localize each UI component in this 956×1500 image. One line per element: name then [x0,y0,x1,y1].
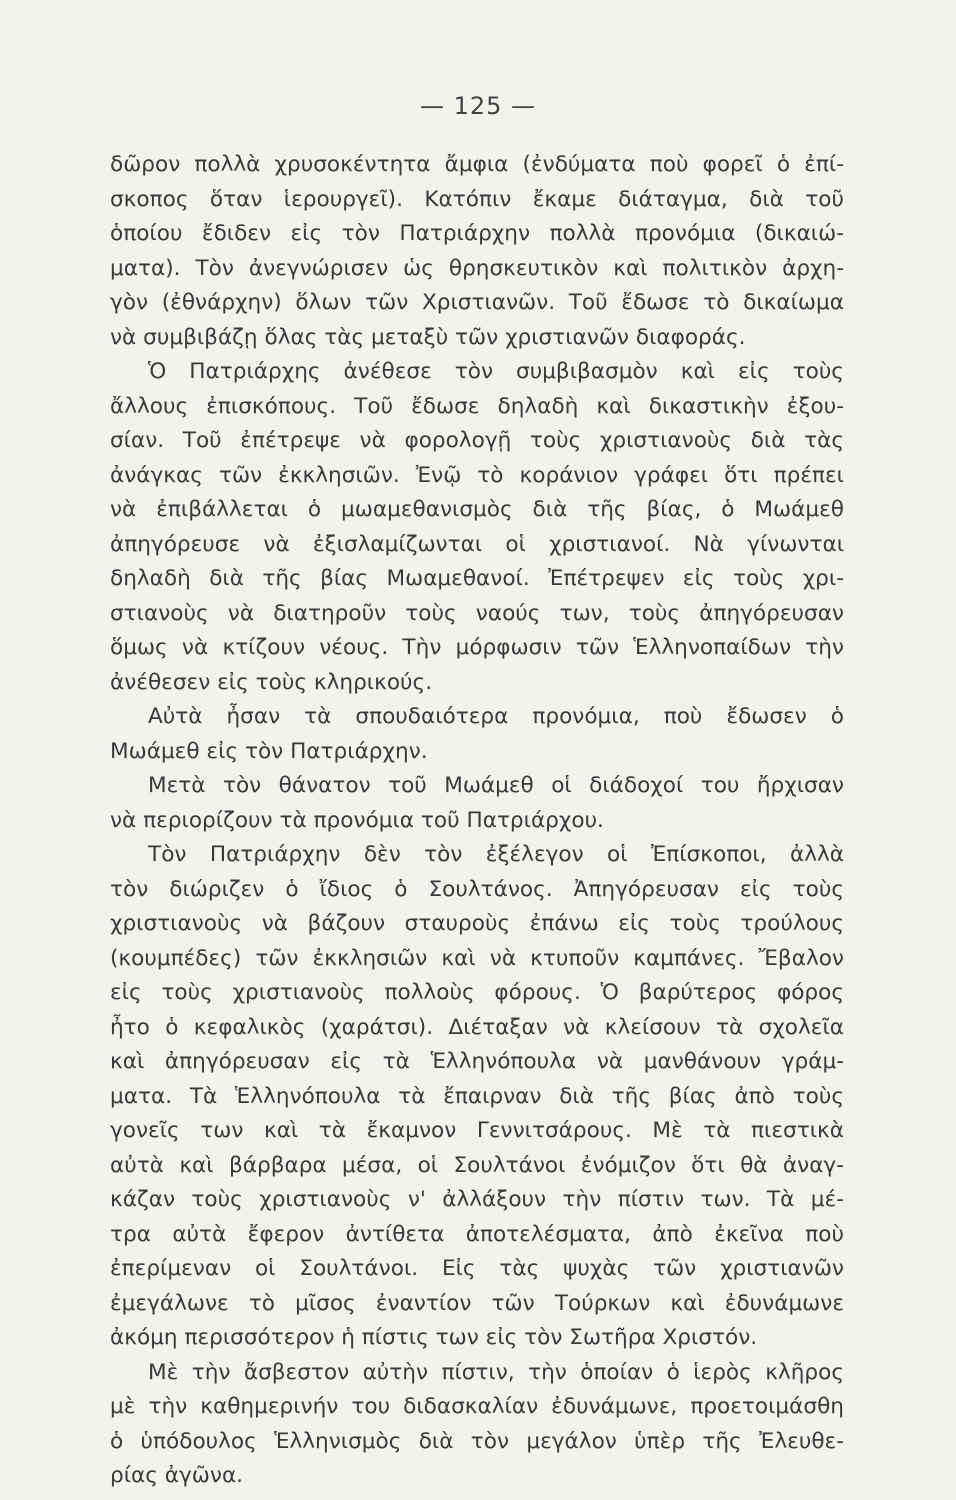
text-line: ἀνέθεσεν εἰς τοὺς κληρικούς. [110,669,433,695]
text-line: Μωάμεθ εἰς τὸν Πατριάρχην. [110,738,428,764]
text-line: δηλαδὴ διὰ τῆς βίας Μωαμεθανοί. Ἐπέτρεψεν εἰς τοὺς χρι- [110,566,844,591]
text-line: Μὲ τὴν ἄσβεστον αὐτὴν πίστιν, τὴν ὁποίαν ὁ ἱερὸς κλῆρος [148,1359,844,1385]
text-line: τρα αὐτὰ ἔφερον ἀντίθετα ἀποτελέσματα, ἀπὸ ἐκεῖνα ποὺ [110,1221,844,1247]
text-line: ὁ ὑπόδουλος Ἑλληνισμὸς διὰ τὸν μεγάλον ὑπὲρ τῆς Ἐλευθε- [110,1428,844,1454]
text-line: ρίας ἀγῶνα. [110,1463,244,1488]
text-line: στιανοὺς νὰ διατηροῦν τοὺς ναούς των, τοὺς ἀπηγόρευσαν [110,600,844,626]
page-number: — 125 — [419,92,537,120]
text-line: ἐπερίμεναν οἱ Σουλτάνοι. Εἰς τὰς ψυχὰς τῶν χριστιανῶν [110,1256,844,1281]
text-line: ὁποίου ἔδιδεν εἰς τὸν Πατριάρχην πολλὰ προνόμια (δικαιώ- [110,221,844,246]
text-line: (κουμπέδες) τῶν ἐκκλησιῶν καὶ νὰ κτυποῦν καμπάνες. Ἔβαλον [110,945,844,971]
text-line: ἀκόμη περισσότερον ἡ πίστις των εἰς τὸν Σωτῆρα Χριστόν. [110,1325,758,1350]
text-line: κάζαν τοὺς χριστιανοὺς ν' ἀλλάξουν τὴν πίστιν των. Τὰ μέ- [110,1187,844,1212]
text-line: χριστιανοὺς νὰ βάζουν σταυροὺς ἐπάνω εἰς τοὺς τρούλους [110,911,844,936]
text-line: γὸν (ἐθνάρχην) ὅλων τῶν Χριστιανῶν. Τοῦ ἔδωσε τὸ δικαίωμα [110,290,844,315]
text-line: νὰ συμβιβάζῃ ὅλας τὰς μεταξὺ τῶν χριστιανῶν διαφοράς. [110,324,746,350]
text-line: Ὁ Πατριάρχης ἀνέθεσε τὸν συμβιβασμὸν καὶ εἰς τοὺς [148,359,844,384]
text-line: νὰ περιορίζουν τὰ προνόμια τοῦ Πατριάρχου. [110,807,604,833]
text-line: ἄλλους ἐπισκόπους. Τοῦ ἔδωσε δηλαδὴ καὶ δικαστικὴν ἐξου- [110,393,844,419]
text-line: σκοπος ὅταν ἱερουργεῖ). Κατόπιν ἔκαμε διάταγμα, διὰ τοῦ [110,186,844,212]
text-line: ματα. Τὰ Ἑλληνόπουλα τὰ ἔπαιρναν διὰ τῆς βίας ἀπὸ τοὺς [110,1083,844,1109]
text-line: ματα). Τὸν ἀνεγνώρισεν ὡς θρησκευτικὸν καὶ πολιτικὸν ἀρχη- [110,255,844,281]
text-line: ἀπηγόρευσε νὰ ἐξισλαμίζωνται οἱ χριστιανοί. Νὰ γίνωνται [110,531,844,557]
text-line: μὲ τὴν καθημερινήν του διδασκαλίαν ἐδυνάμωνε, προετοιμάσθη [110,1394,844,1419]
text-line: ἀνάγκας τῶν ἐκκλησιῶν. Ἐνῷ τὸ κοράνιον γράφει ὅτι πρέπει [110,462,844,488]
text-line: Τὸν Πατριάρχην δὲν τὸν ἐξέλεγον οἱ Ἐπίσκοποι, ἀλλὰ [148,842,844,867]
text-line: ὅμως νὰ κτίζουν νέους. Τὴν μόρφωσιν τῶν Ἑλληνοπαίδων τὴν [110,635,844,660]
text-line: Αὐτὰ ἦσαν τὰ σπουδαιότερα προνόμια, ποὺ ἔδωσεν ὁ [148,704,844,729]
text-line: ἐμεγάλωνε τὸ μῖσος ἐναντίον τῶν Τούρκων καὶ ἐδυνάμωνε [110,1290,844,1316]
text-line: εἰς τοὺς χριστιανοὺς πολλοὺς φόρους. Ὁ βαρύτερος φόρος [110,980,844,1005]
text-line: Μετὰ τὸν θάνατον τοῦ Μωάμεθ οἱ διάδοχοί του ἤρχισαν [148,773,844,798]
text-line: καὶ ἀπηγόρευσαν εἰς τὰ Ἑλληνόπουλα νὰ μανθάνουν γράμ- [110,1049,844,1074]
text-line: σίαν. Τοῦ ἐπέτρεψε νὰ φορολογῇ τοὺς χριστιανοὺς διὰ τὰς [110,428,844,453]
text-line: αὐτὰ καὶ βάρβαρα μέσα, οἱ Σουλτάνοι ἐνόμιζον ὅτι θὰ ἀναγ- [110,1152,844,1178]
text-line: γονεῖς των καὶ τὰ ἔκαμνον Γεννιτσάρους. Μὲ τὰ πιεστικὰ [110,1118,844,1143]
body-text [110,148,844,1494]
text-line: δῶρον πολλὰ χρυσοκέντητα ἄμφια (ἐνδύματα ποὺ φορεῖ ὁ ἐπί- [110,152,844,177]
text-line: ἦτο ὁ κεφαλικὸς (χαράτσι). Διέταξαν νὰ κλείσουν τὰ σχολεῖα [110,1014,844,1040]
text-line: νὰ ἐπιβάλλεται ὁ μωαμεθανισμὸς διὰ τῆς βίας, ὁ Μωάμεθ [110,497,844,522]
text-line: τὸν διώριζεν ὁ ἴδιος ὁ Σουλτάνος. Ἀπηγόρευσαν εἰς τοὺς [110,876,844,902]
